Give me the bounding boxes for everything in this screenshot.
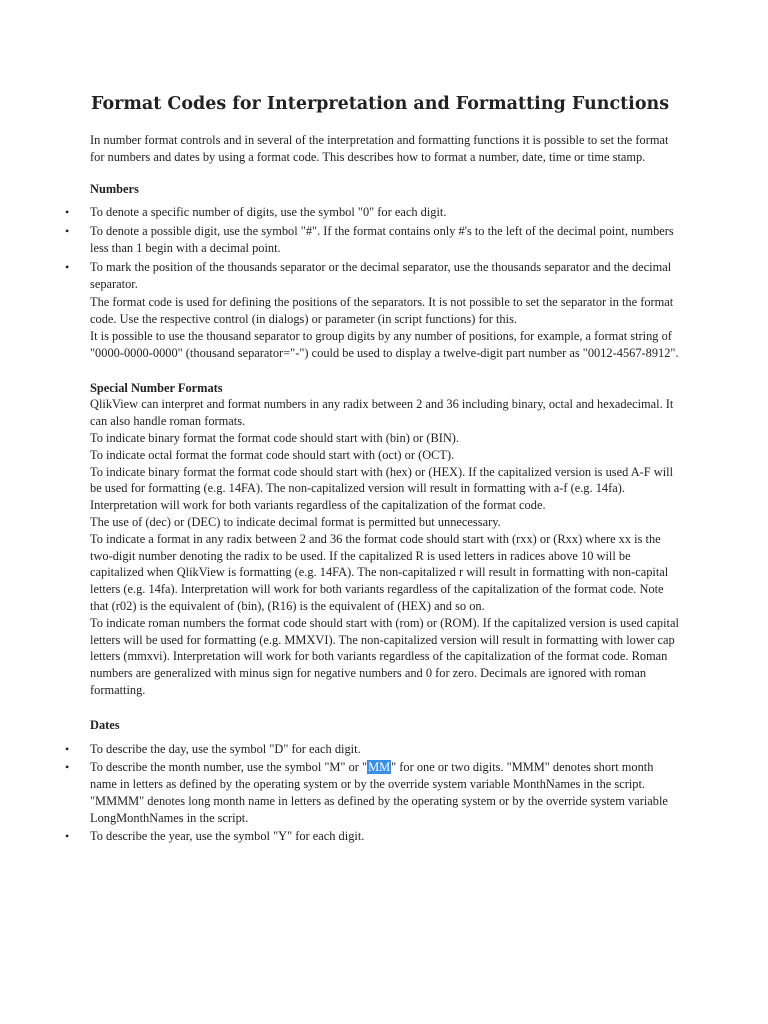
bullet-item-month bbox=[90, 759, 682, 826]
document-body bbox=[90, 132, 682, 847]
paragraph: To indicate a format in any radix between 2 and 36 the format code should start with (rxx) or (Rxx) where xx is the two-digit number denoting the radix to be used. If the capitalized R is used letters in radices above 10 will be capitalized when QlikView is formatting (e.g. 14FA). The non-capitalized r will result in formatting with non-capital letters (e.g. 14fa). Interpretation will work for both variants regardless of the capitalization of the format code. Note that (r02) is the equivalent of (bin), (R16) is the equivalent of (HEX) and so on. bbox=[90, 531, 669, 613]
separator-note: The format code is used for defining the positions of the separators. It is not possible to set the separator in the format code. Use the respective control (in dialogs) or parameter (in script functions) for this. bbox=[90, 295, 674, 327]
bullet-item: • To denote a possible digit, use the symbol "#". If the format contains only #'s to the left of the decimal point, numbers less than 1 begin with a decimal point. bbox=[90, 223, 682, 257]
bullet-item: • To describe the day, use the symbol "D" for each digit. bbox=[90, 741, 682, 758]
paragraph: The use of (dec) or (DEC) to indicate decimal format is permitted but unnecessary. bbox=[90, 514, 501, 529]
paragraph: To indicate binary format the format code should start with (bin) or (BIN). bbox=[90, 430, 460, 445]
selected-text-highlight[interactable]: MM bbox=[368, 760, 391, 775]
intro-paragraph: In number format controls and in several of the interpretation and formatting functions it is possible to set the format for numbers and dates by using a format code. This describes how to format a number, date, time or time stamp. bbox=[90, 133, 669, 164]
bullet-item: • To mark the position of the thousands separator or the decimal separator, use the thousands separator and the decimal separator. bbox=[90, 259, 682, 293]
section-heading-dates: Dates bbox=[90, 717, 120, 732]
paragraph: To indicate roman numbers the format code should start with (rom) or (ROM). If the capitalized version is used capital letters will be used for formatting (e.g. MMXVI). The non-capitalized version will result in formatting with lower cap letters (mmxvi). Interpretation will work for both variants regardless of the capitalization of the format code. Roman numbers are generalized with minus sign for negative numbers and 0 for zero. Decimals are ignored with roman formatting. bbox=[90, 615, 679, 697]
section-heading-numbers: Numbers bbox=[90, 181, 139, 196]
numbers-bullet-list bbox=[90, 204, 682, 292]
page-title: Format Codes for Interpretation and Formatting Functions bbox=[91, 94, 670, 114]
section-heading-special-number-formats: Special Number Formats bbox=[90, 380, 223, 395]
spacer bbox=[90, 362, 682, 378]
bullet-text: " for one or two digits. "MMM" denotes short month name in letters as defined by the operating system or by the override system variable MonthNames in the script. "MMMM" denotes long month name in letters as defined by the operating system or by the override system variable LongMonthNames in the script. bbox=[90, 760, 668, 825]
spacer bbox=[90, 699, 682, 715]
bullet-item: • To denote a specific number of digits, use the symbol "0" for each digit. bbox=[90, 204, 682, 221]
dates-bullet-list bbox=[90, 741, 682, 846]
paragraph: To indicate octal format the format code should start with (oct) or (OCT). bbox=[90, 447, 455, 462]
bullet-text: To describe the month number, use the symbol "M" or " bbox=[90, 760, 368, 775]
paragraph: QlikView can interpret and format numbers in any radix between 2 and 36 including binary, octal and hexadecimal. It can also handle roman formats. bbox=[90, 397, 674, 429]
paragraph: To indicate binary format the format code should start with (hex) or (HEX). If the capitalized version is used A-F will be used for formatting (e.g. 14FA). The non-capitalized version will result in formatting with a-f (e.g. 14fa). Interpretation will work for both variants regardless of the capitalization of the format code. bbox=[90, 464, 674, 513]
bullet-item: • To describe the year, use the symbol "Y" for each digit. bbox=[90, 828, 682, 845]
thousand-separator-note: It is possible to use the thousand separator to group digits by any number of positions, for example, a format string of "0000-0000-0000" (thousand separator="-") could be used to display a twelve-digit part number as "0012-4567-8912". bbox=[90, 328, 679, 360]
